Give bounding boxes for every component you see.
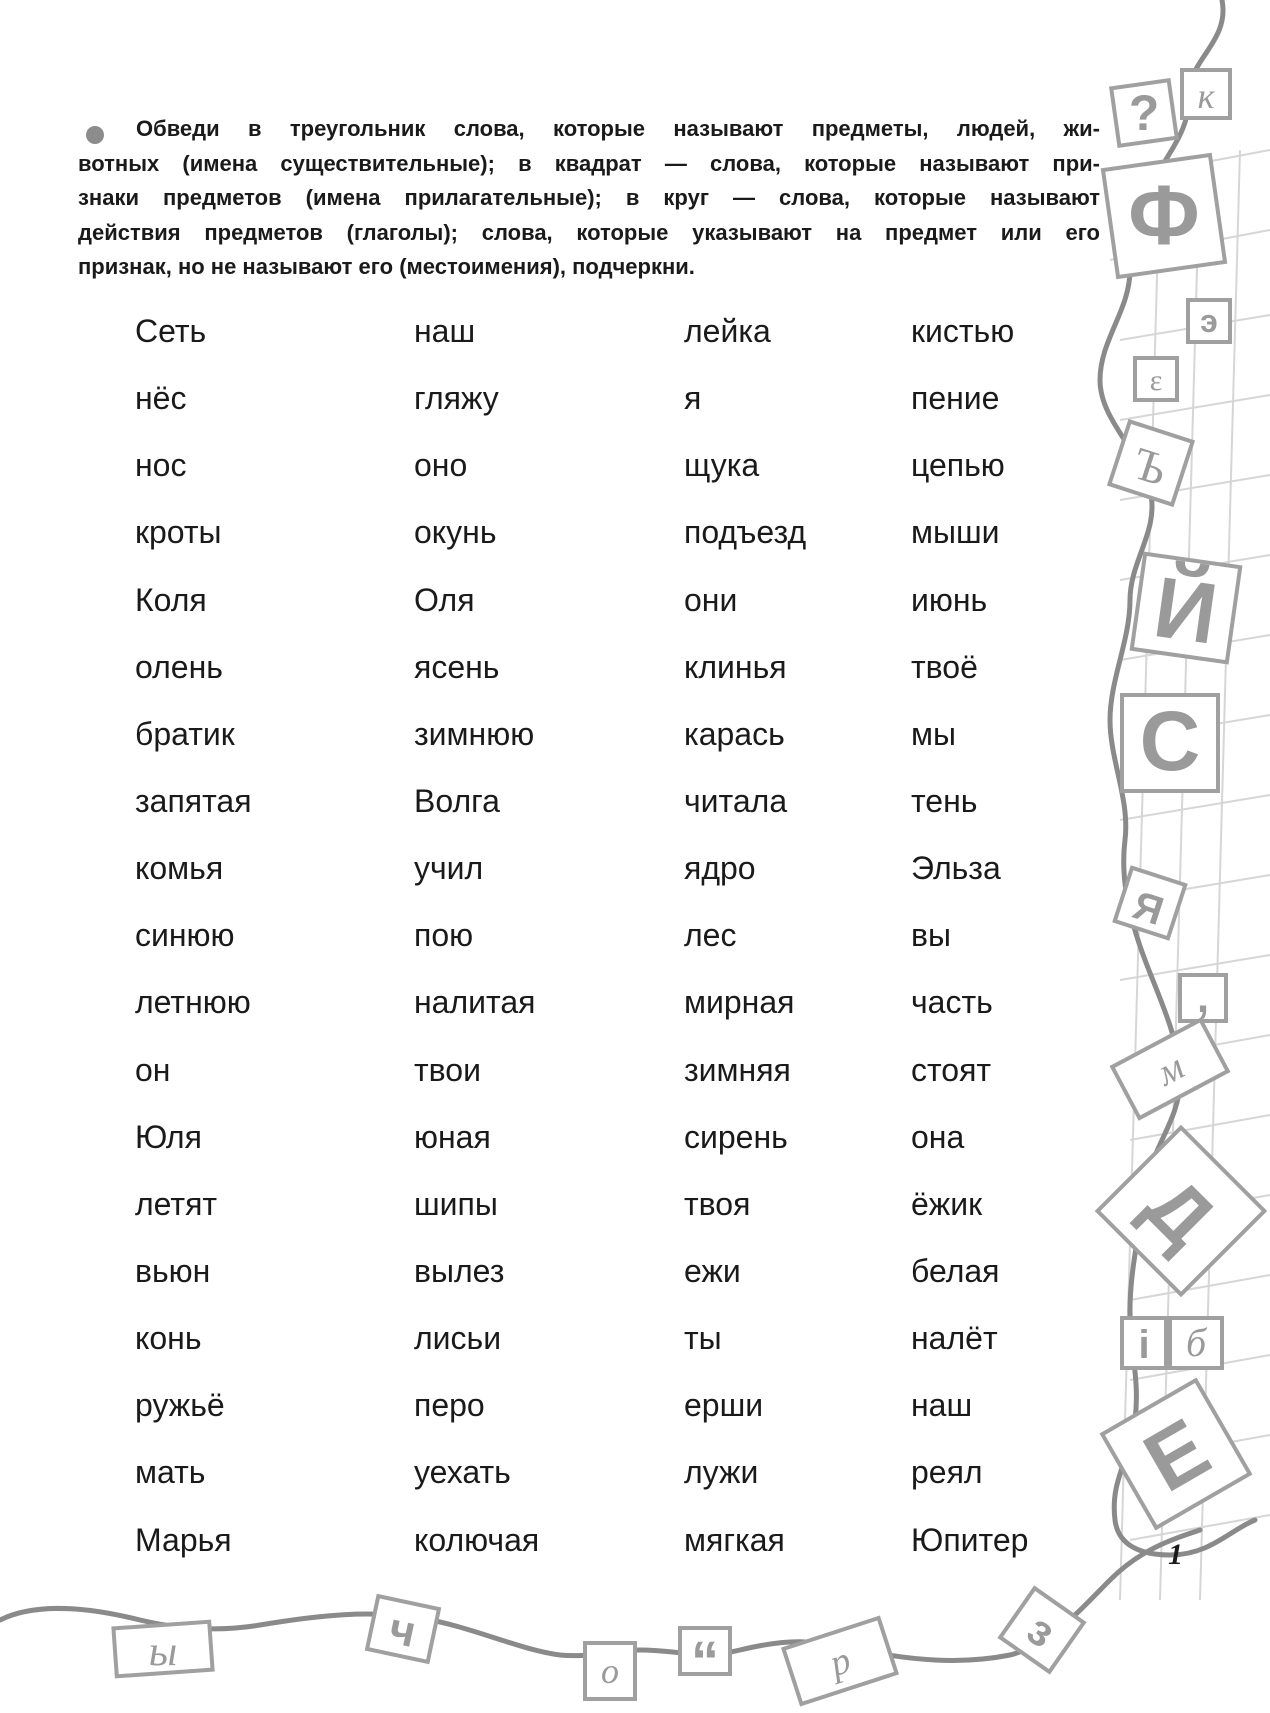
letter-tiles-bottom — [113, 1588, 1083, 1704]
tile-letters — [149, 76, 1232, 1692]
tile-letter: Я — [1127, 883, 1169, 935]
word[interactable]: синюю — [135, 917, 235, 954]
tile-letter: ? — [1128, 85, 1160, 141]
tile-letter: ч — [385, 1603, 421, 1658]
tile-letter: б — [1185, 1320, 1207, 1365]
word[interactable]: летнюю — [135, 984, 251, 1021]
word[interactable]: мать — [135, 1454, 206, 1491]
word[interactable]: я — [684, 380, 702, 417]
tile-letter: Ъ — [1126, 437, 1174, 496]
word[interactable]: Юля — [135, 1118, 202, 1155]
word[interactable]: пение — [911, 380, 1000, 417]
word[interactable]: ядро — [684, 850, 756, 887]
word[interactable]: вы — [911, 917, 951, 954]
word[interactable]: вылез — [414, 1252, 505, 1289]
instruction-line: действия предметов (глаголы); слова, которые указывают на предмет или его — [78, 219, 1100, 245]
word[interactable]: Марья — [135, 1521, 232, 1558]
word[interactable]: Коля — [135, 581, 207, 618]
word[interactable]: Волга — [414, 782, 500, 819]
word[interactable]: олень — [135, 648, 223, 685]
word[interactable]: мы — [911, 715, 956, 752]
word[interactable]: уехать — [414, 1454, 511, 1491]
word[interactable]: ружьё — [135, 1387, 225, 1424]
tile-letter: Й — [1148, 559, 1223, 663]
word[interactable]: летят — [135, 1185, 218, 1222]
word[interactable]: вьюн — [135, 1252, 211, 1289]
tile-letter: і — [1138, 1323, 1150, 1367]
word[interactable]: мирная — [684, 984, 795, 1021]
word[interactable]: лисьи — [414, 1320, 502, 1357]
word[interactable]: юная — [414, 1118, 491, 1155]
tile-letter: , — [1196, 973, 1210, 1022]
word[interactable]: часть — [911, 984, 993, 1021]
word[interactable]: перо — [414, 1387, 485, 1424]
word[interactable]: ерши — [684, 1387, 764, 1424]
word[interactable]: зимняя — [684, 1051, 791, 1088]
word[interactable]: Юпитер — [911, 1521, 1029, 1558]
word[interactable]: лес — [684, 917, 737, 954]
tile-letter: р — [824, 1639, 856, 1685]
word[interactable]: Оля — [414, 581, 475, 618]
word[interactable]: ясень — [414, 648, 500, 685]
word[interactable]: Эльза — [911, 850, 1001, 887]
word[interactable]: учил — [414, 850, 484, 887]
instruction-line: Обведи в треугольник слова, которые называют предметы, людей, жи- — [136, 116, 1100, 141]
word[interactable]: щука — [684, 447, 760, 484]
tile-letter: Д — [1128, 1160, 1232, 1264]
word[interactable]: нёс — [135, 380, 187, 417]
word[interactable]: ёжик — [911, 1185, 983, 1222]
tile-letter: к — [1197, 76, 1215, 116]
tile-letter: ε — [1149, 364, 1163, 397]
word[interactable]: стоят — [911, 1051, 992, 1088]
word[interactable]: наш — [911, 1387, 973, 1424]
instruction-line: вотных (имена существительные); в квадрат — слова, которые называют при- — [78, 150, 1100, 176]
tile-letter: о — [601, 1651, 619, 1691]
word[interactable]: лужи — [684, 1454, 759, 1491]
word[interactable]: читала — [684, 782, 788, 819]
tile-letter: з — [1018, 1604, 1065, 1658]
word[interactable]: мягкая — [684, 1521, 785, 1558]
word[interactable]: зимнюю — [414, 715, 535, 752]
word[interactable]: твои — [414, 1051, 481, 1088]
tile-letter: ы — [148, 1629, 178, 1675]
word[interactable]: июнь — [911, 581, 988, 618]
word[interactable]: карась — [684, 715, 785, 752]
word[interactable]: налитая — [414, 984, 536, 1021]
word[interactable]: шипы — [414, 1185, 498, 1222]
word[interactable]: ежи — [684, 1252, 741, 1289]
word[interactable]: окунь — [414, 514, 497, 551]
tile-letter: “ — [691, 1629, 719, 1692]
word[interactable]: мыши — [911, 514, 1000, 551]
word[interactable]: тень — [911, 782, 978, 819]
word[interactable]: подъезд — [684, 514, 807, 551]
word[interactable]: братик — [135, 715, 235, 752]
word[interactable]: сирень — [684, 1118, 788, 1155]
word[interactable]: пою — [414, 917, 474, 954]
word[interactable]: кистью — [911, 313, 1015, 349]
word[interactable]: запятая — [135, 782, 252, 819]
tile-letter: Ф — [1128, 168, 1200, 262]
word[interactable]: кроты — [135, 514, 222, 551]
word[interactable]: налёт — [911, 1320, 998, 1357]
page-number: 1 — [1168, 1538, 1183, 1571]
word[interactable]: нос — [135, 447, 187, 484]
instruction-line: признак, но не называют его (местоимения), подчеркни. — [78, 254, 695, 279]
word[interactable]: белая — [911, 1252, 1000, 1289]
word[interactable]: твоя — [684, 1185, 751, 1222]
word[interactable]: наш — [414, 313, 476, 349]
instruction-line: знаки предметов (имена прилагательные); в круг — слова, которые называют — [78, 185, 1100, 210]
word[interactable]: они — [684, 581, 738, 618]
word[interactable]: колючая — [414, 1521, 540, 1558]
word[interactable]: клинья — [684, 648, 787, 685]
word[interactable]: реял — [911, 1454, 983, 1491]
word[interactable]: цепью — [911, 447, 1005, 484]
word[interactable]: гляжу — [414, 380, 499, 417]
tile-letter: э — [1200, 303, 1218, 339]
tile-letter: м — [1149, 1045, 1192, 1095]
word[interactable]: конь — [135, 1320, 202, 1357]
word[interactable]: она — [911, 1118, 965, 1155]
word[interactable]: ты — [684, 1320, 722, 1357]
word[interactable]: Сеть — [135, 313, 207, 349]
tile-letter: С — [1139, 694, 1201, 788]
tile-letter: Е — [1128, 1400, 1225, 1510]
word[interactable]: он — [135, 1051, 171, 1088]
word[interactable]: твоё — [911, 648, 978, 685]
word[interactable]: комья — [135, 850, 224, 887]
word[interactable]: оно — [414, 447, 468, 484]
word[interactable]: лейка — [684, 313, 771, 349]
